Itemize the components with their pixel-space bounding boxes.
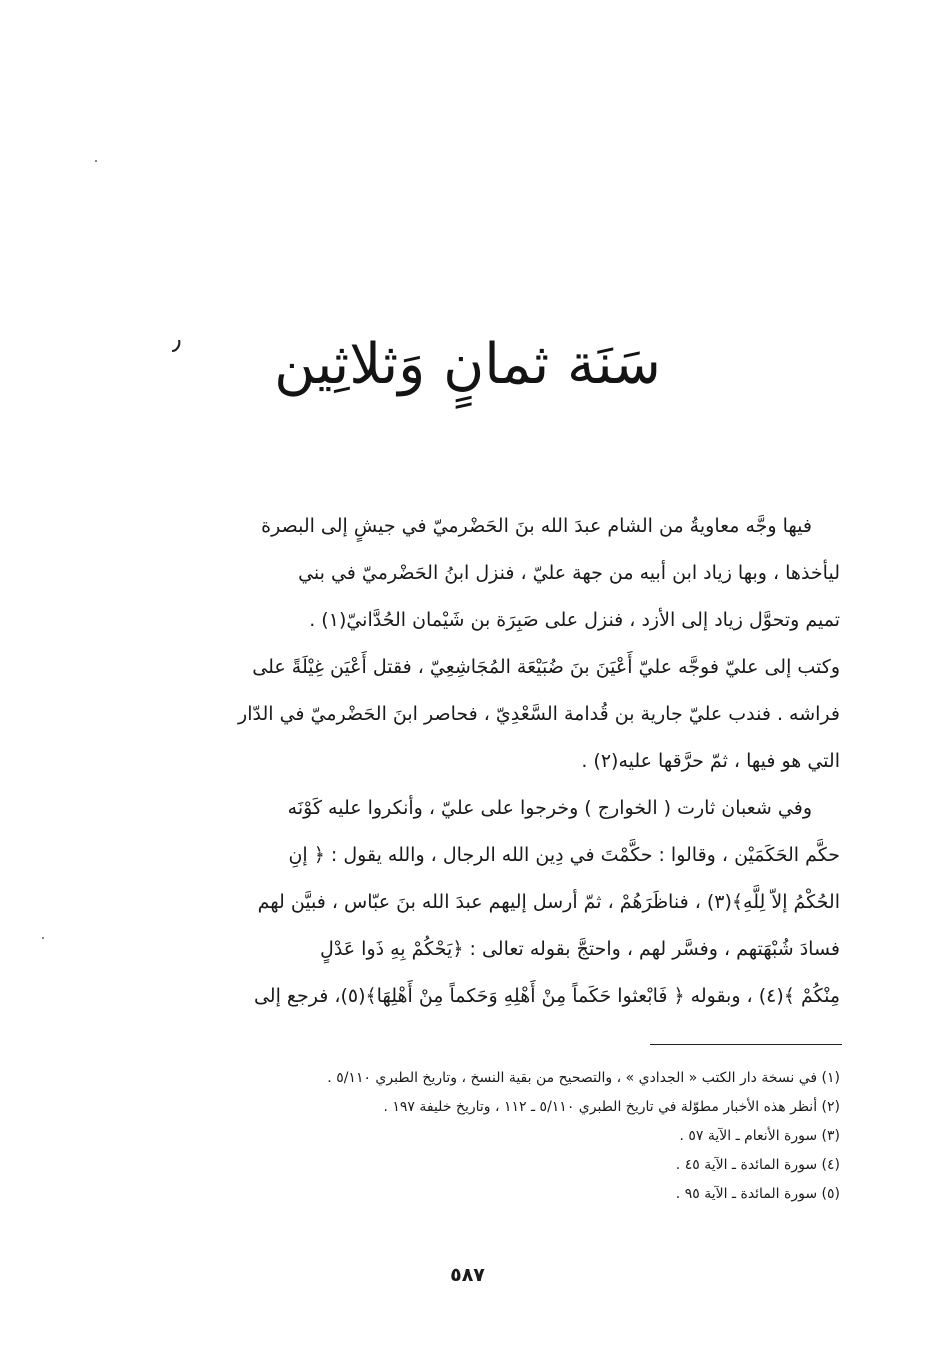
- text-line: فيها وجَّه معاويةُ من الشام عبدَ الله بنَ الحَضْرميّ في جيشٍ إلى البصرة: [261, 515, 812, 537]
- scan-speck: [42, 937, 44, 939]
- chapter-title: سَنَة ثمانٍ وَثلاثِين: [274, 332, 661, 397]
- text-line: مِنْكُمْ ﴾(٤) ، وبقوله ﴿ فَابْعثوا حَكَماً مِنْ أَهْلِهِ وَحَكماً مِنْ أَهْلِهَا﴾(٥)، فرجع إلى: [253, 985, 840, 1007]
- text-line: فراشه . فندب عليّ جارية بن قُدامة السَّعْدِيّ ، فحاصر ابنَ الحَضْرميّ في الدّار: [238, 703, 840, 725]
- footnote-separator: [650, 1044, 842, 1045]
- footnotes: [135, 1064, 840, 1209]
- text-line: حكَّم الحَكَمَيْن ، وقالوا : حكَّمْتَ في دِين الله الرجال ، والله يقول : ﴿ إنِ: [288, 844, 840, 866]
- footnote: (٥) سورة المائدة ـ الآية ٩٥ .: [675, 1186, 840, 1202]
- page-number: ٥٨٧: [450, 1264, 485, 1286]
- scan-speck: [95, 160, 97, 162]
- footnote: (١) في نسخة دار الكتب « الجدادي » ، والتصحيح من بقية النسخ ، وتاريخ الطبري ٥/١١٠ .: [327, 1070, 840, 1086]
- text-line: وكتب إلى عليّ فوجَّه عليّ أَعْيَنَ بنَ ضُبَيْعَة المُجَاشِعِيّ ، فقتل أَعْيَن غِيْلَةً على: [252, 656, 840, 678]
- text-line: التي هو فيها ، ثمّ حرَّقها عليه(٢) .: [581, 750, 840, 772]
- paragraph-1: [135, 503, 840, 785]
- text-line: فسادَ شُبْهَتهم ، وفسَّر لهم ، واحتجَّ بقوله تعالى : ﴿يَحْكُمْ بِهِ ذَوا عَدْلٍ: [320, 938, 840, 960]
- footnote: (٤) سورة المائدة ـ الآية ٤٥ .: [675, 1157, 840, 1173]
- text-line: وفي شعبان ثارت ( الخوارج ) وخرجوا على عليّ ، وأنكروا عليه كَوْنَه: [287, 797, 812, 819]
- footnote: (٢) أنظر هذه الأخبار مطوّلة في تاريخ الطبري ٥/١١٠ ـ ١١٢ ، وتاريخ خليفة ١٩٧ .: [383, 1099, 840, 1115]
- text-line: الحُكْمُ إلاّ لِلَّهِ﴾(٣) ، فناظَرَهُمْ ، ثمّ أرسل إليهم عبدَ الله بنَ عبّاس ، فبيَّن لهم: [257, 891, 840, 913]
- text-line: ليأخذها ، وبها زياد ابن أبيه من جهة عليّ ، فنزل ابنُ الحَضْرميّ في بني: [298, 562, 840, 584]
- paragraph-2: [135, 785, 840, 1020]
- margin-mark: ٫: [172, 323, 182, 356]
- text-line: تميم وتحوَّل زياد إلى الأزد ، فنزل على صَبِرَة بن شَيْمان الحُدَّانيّ(١) .: [309, 609, 840, 631]
- footnote: (٣) سورة الأنعام ـ الآية ٥٧ .: [679, 1128, 840, 1144]
